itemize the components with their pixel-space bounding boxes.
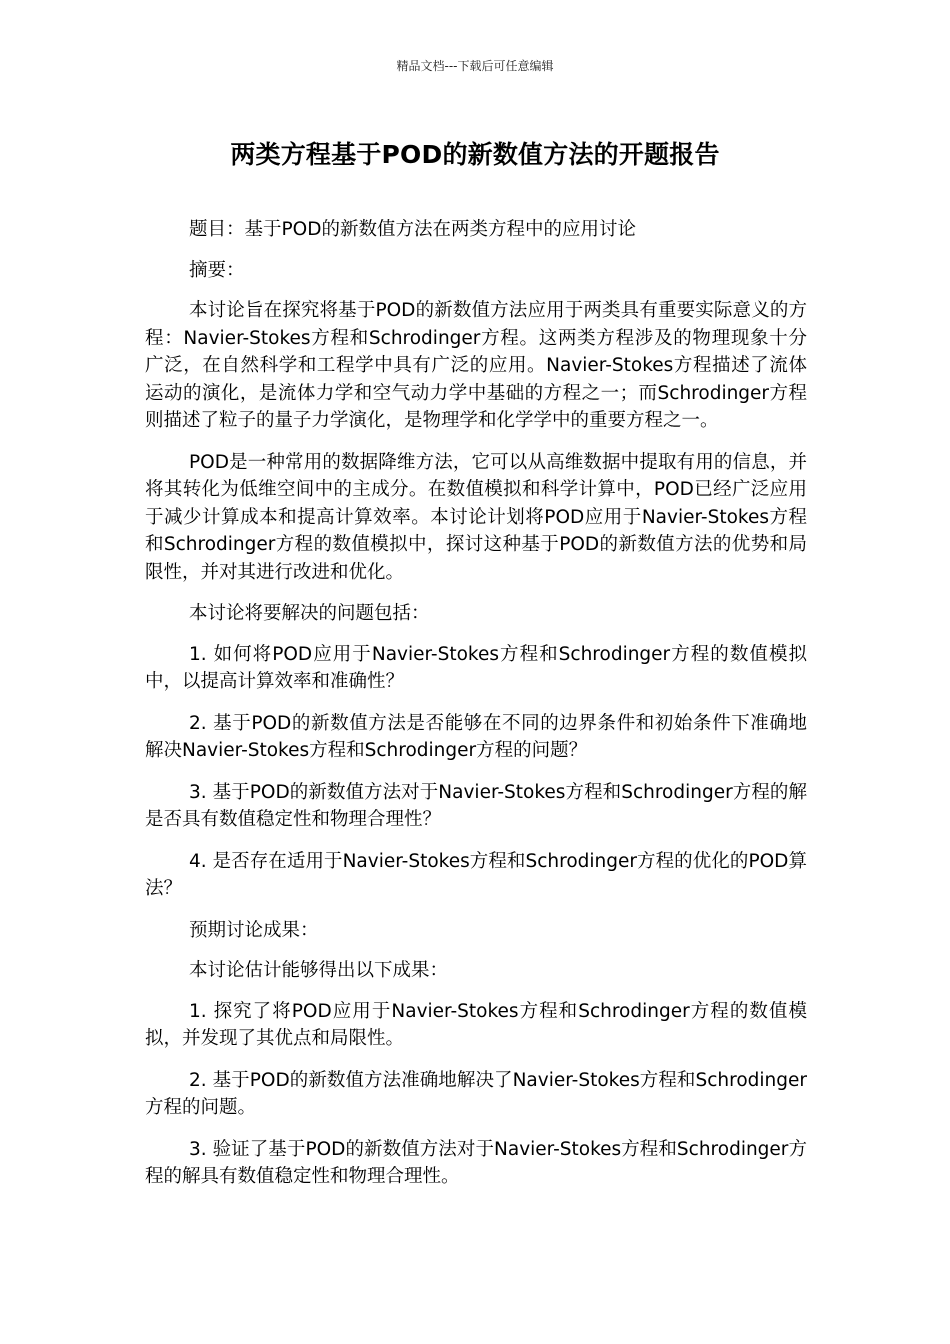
results-intro: 本讨论估计能够得出以下成果： bbox=[189, 960, 449, 981]
question-item: 4. 是否存在适用于Navier-Stokes方程和Schrodinger方程的优化的POD算法？ bbox=[145, 850, 807, 899]
questions-heading: 本讨论将要解决的问题包括： bbox=[189, 603, 430, 624]
header-note: 精品文档---下载后可任意编辑 bbox=[396, 59, 554, 73]
abstract-heading: 摘要： bbox=[189, 259, 245, 281]
question-item: 1. 如何将POD应用于Navier-Stokes方程和Schrodinger方程的数值模拟中，以提高计算效率和准确性？ bbox=[145, 643, 807, 692]
question-item: 2. 基于POD的新数值方法是否能够在不同的边界条件和初始条件下准确地解决Navier-Stokes方程和Schrodinger方程的问题？ bbox=[145, 712, 807, 761]
question-item: 3. 基于POD的新数值方法对于Navier-Stokes方程和Schrodinger方程的解是否具有数值稳定性和物理合理性？ bbox=[145, 781, 807, 830]
result-item: 3. 验证了基于POD的新数值方法对于Navier-Stokes方程和Schrodinger方程的解具有数值稳定性和物理合理性。 bbox=[145, 1138, 807, 1187]
topic-line: 题目：基于POD的新数值方法在两类方程中的应用讨论 bbox=[189, 219, 636, 240]
results-heading: 预期讨论成果： bbox=[189, 919, 319, 941]
abstract-paragraph: 本讨论旨在探究将基于POD的新数值方法应用于两类具有重要实际意义的方程：Navier-Stokes方程和Schrodinger方程。这两类方程涉及的物理现象十分广泛，在自然科学和工程学中具有广泛的应用。Navier-Stokes方程描述了流体运动的演化，是流体力学和空气动力学中基础的方程之一；而Schrodinger方程则描述了粒子的量子力学演化，是物理学和化学学中的重要方程之一。 bbox=[145, 300, 807, 431]
result-item: 2. 基于POD的新数值方法准确地解决了Navier-Stokes方程和Schrodinger方程的问题。 bbox=[145, 1069, 807, 1118]
pod-paragraph: POD是一种常用的数据降维方法，它可以从高维数据中提取有用的信息，并将其转化为低维空间中的主成分。在数值模拟和科学计算中，POD已经广泛应用于减少计算成本和提高计算效率。本讨论计划将POD应用于Navier-Stokes方程和Schrodinger方程的数值模拟中，探讨这种基于POD的新数值方法的优势和局限性，并对其进行改进和优化。 bbox=[145, 451, 807, 583]
result-item: 1. 探究了将POD应用于Navier-Stokes方程和Schrodinger方程的数值模拟，并发现了其优点和局限性。 bbox=[145, 1000, 807, 1049]
document-body bbox=[145, 216, 807, 1205]
document-title: 两类方程基于POD的新数值方法的开题报告 bbox=[230, 140, 720, 169]
